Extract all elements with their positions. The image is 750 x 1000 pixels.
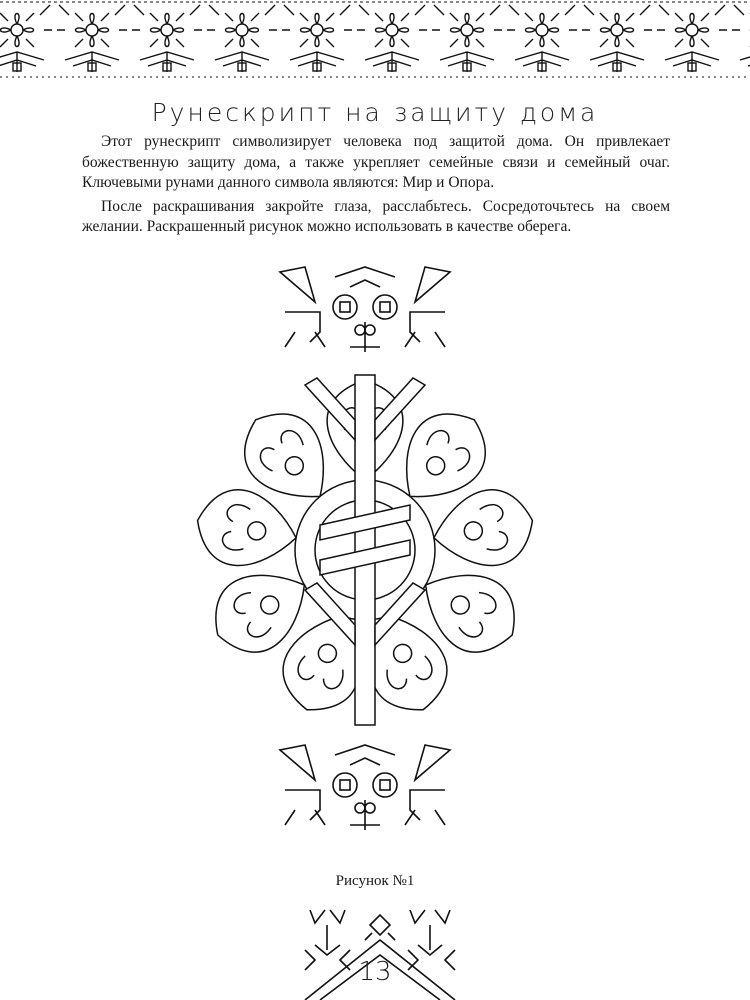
- page-title: Рунескрипт на защиту дома: [151, 98, 599, 127]
- body-text: [82, 132, 670, 241]
- top-ornamental-border: [0, 0, 750, 80]
- figure-caption: Рисунок №1: [335, 873, 415, 889]
- page-number: 13: [358, 957, 392, 987]
- bottom-folk-ornament: [270, 740, 460, 835]
- top-folk-ornament: [270, 262, 460, 357]
- paragraph: Этот рунескрипт символизирует человека под защитой дома. Он привлекает божественную защиту дома, а также укрепляет семейные связи и семейный очаг. Ключевыми рунами данного символа являются: Мир и Опора.: [82, 133, 670, 191]
- paragraph: После раскрашивания закройте глаза, расслабьтесь. Сосредоточьтесь на своем желании. Раскрашенный рисунок можно использовать в качестве оберега.: [82, 197, 670, 235]
- runescript-mandala: [195, 370, 535, 730]
